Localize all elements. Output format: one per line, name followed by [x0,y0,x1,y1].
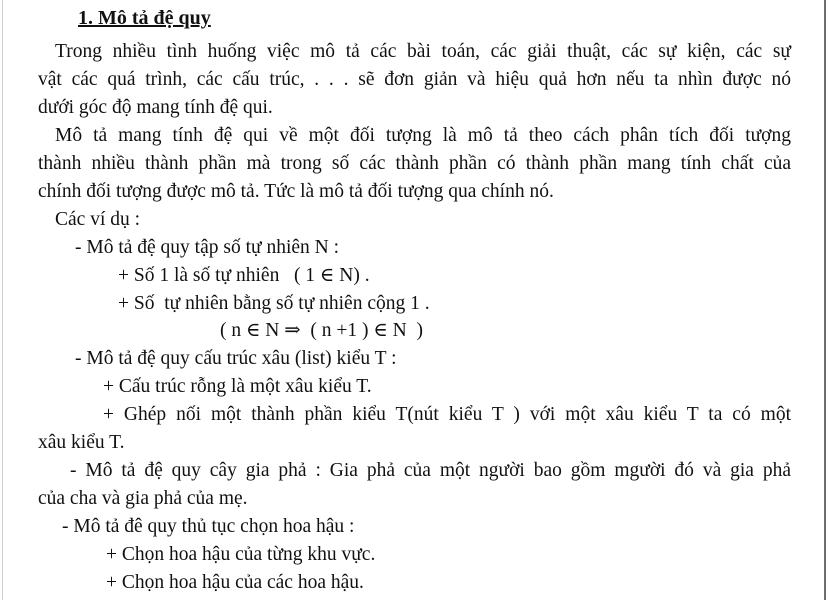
example-item: - Mô tả đê quy thủ tục chọn hoa hậu : [62,516,355,537]
example-subitem: + Chọn hoa hậu của các hoa hậu. [106,572,364,593]
example-subitem: + Số 1 là số tự nhiên ( 1 ∈ N) . [118,265,370,286]
paragraph-line: vật các quá trình, các cấu trúc, . . . sẽ đơn giản và hiệu quả hơn nếu ta nhìn được nó [38,69,791,90]
example-item-continued: của cha và gia phả của mẹ. [38,488,248,509]
section-heading: 1. Mô tả đệ quy [78,7,211,29]
example-subitem: + Chọn hoa hậu của từng khu vực. [106,544,376,565]
formula-line: ( n ∈ N ⇒ ( n +1 ) ∈ N ) [220,320,423,341]
paragraph-line: dưới góc độ mang tính đệ qui. [38,97,273,118]
paragraph-line: thành nhiều thành phần mà trong số các thành phần có thành phần mang tính chất của [38,153,791,174]
examples-label: Các ví dụ : [55,209,141,230]
example-subitem: + Cấu trúc rỗng là một xâu kiểu T. [103,376,372,397]
example-subitem-continued: xâu kiểu T. [38,432,125,453]
example-item: - Mô tả đệ quy cấu trúc xâu (list) kiểu T : [75,348,397,369]
paragraph-line: chính đối tượng được mô tả. Tức là mô tả đối tượng qua chính nó. [38,181,554,202]
paragraph-line: Mô tả mang tính đệ qui về một đối tượng là mô tả theo cách phân tích đối tượng [55,125,791,146]
example-subitem: + Ghép nối một thành phần kiểu T(nút kiểu T ) với một xâu kiểu T ta có một [103,404,791,425]
example-subitem: + Số tự nhiên bằng số tự nhiên cộng 1 . [118,293,430,314]
example-item: - Mô tả đệ quy tập số tự nhiên N : [75,237,340,258]
left-page-edge [2,0,3,600]
right-page-edge [824,0,826,600]
paragraph-line: Trong nhiều tình huống việc mô tả các bài toán, các giải thuật, các sự kiện, các sự [55,41,791,62]
example-item: - Mô tả đệ quy cây gia phả : Gia phả của một người bao gồm mgười đó và gia phả [70,460,791,481]
